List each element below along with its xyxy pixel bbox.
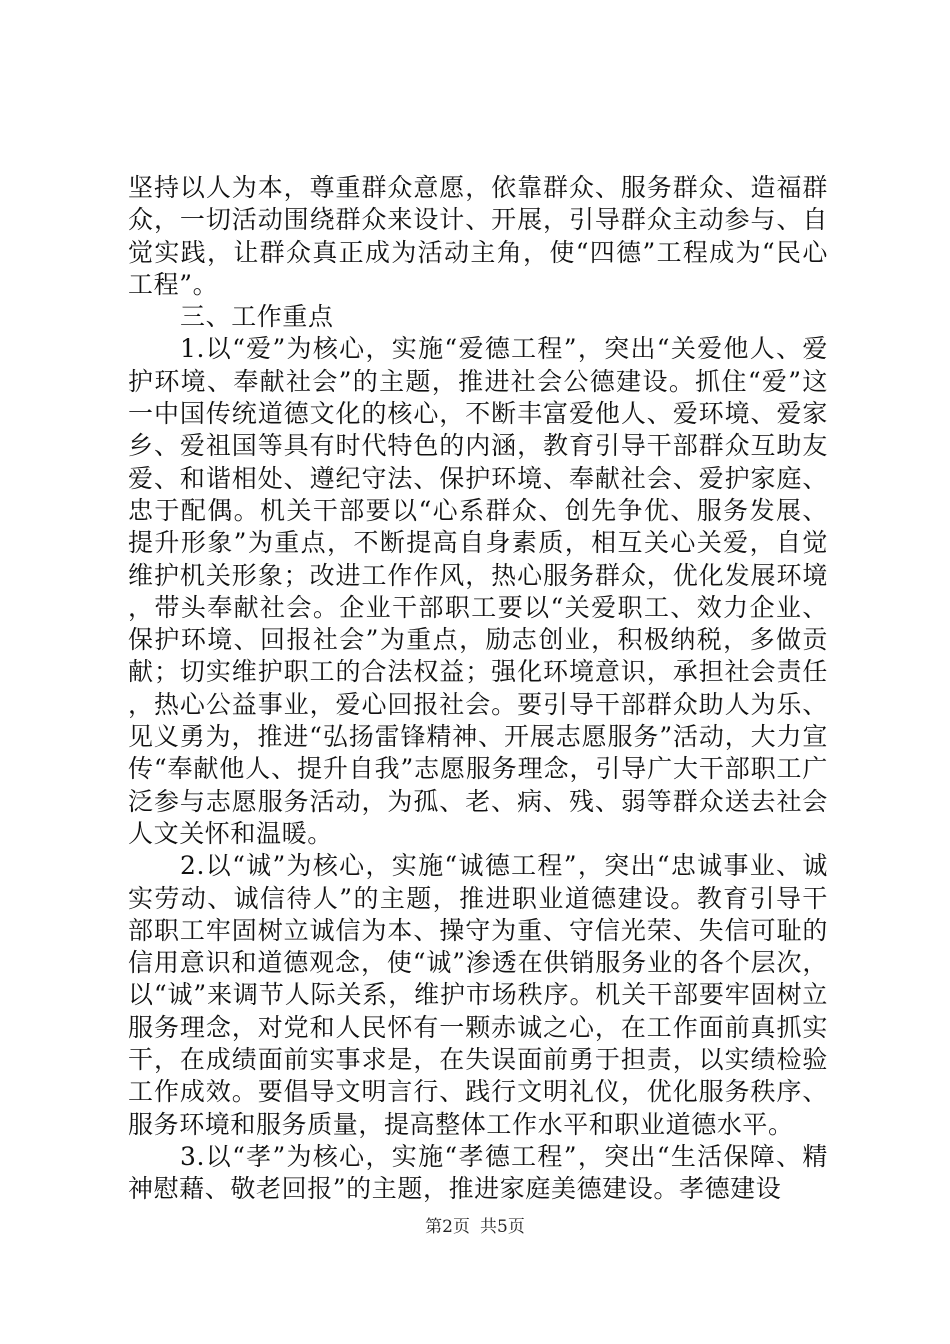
- page-footer: [0, 1216, 950, 1238]
- paragraph-item-2: 2.以“诚”为核心，实施“诚德工程”，突出“忠诚事业、诚实劳动、诚信待人”的主题，推进职业道德建设。教育引导干部职工牢固树立诚信为本、操守为重、守信光荣、失信可耻的信用意识和道德观念，使“诚”渗透在供销服务业的各个层次，以“诚”来调节人际关系，维护市场秩序。机关干部要牢固树立服务理念，对党和人民怀有一颗赤诚之心，在工作面前真抓实干，在成绩面前实事求是，在失误面前勇于担责，以实绩检验工作成效。要倡导文明言行、践行文明礼仪，优化服务秩序、服务环境和服务质量，提高整体工作水平和职业道德水平。: [128, 851, 828, 1139]
- document-body: [128, 172, 828, 1206]
- paragraph-item-3: 3.以“孝”为核心，实施“孝德工程”，突出“生活保障、精神慰藉、敬老回报”的主题，推进家庭美德建设。孝德建设: [128, 1141, 828, 1204]
- section-heading: 三、工作重点: [180, 302, 334, 332]
- page-number: 第2页: [425, 1217, 470, 1237]
- page-total: 共5页: [480, 1217, 525, 1237]
- paragraph-item-1: 1.以“爱”为核心，实施“爱德工程”，突出“关爱他人、爱护环境、奉献社会”的主题，推进社会公德建设。抓住“爱”这一中国传统道德文化的核心，不断丰富爱他人、爱环境、爱家乡、爱祖国等具有时代特色的内涵，教育引导干部群众互助友爱、和谐相处、遵纪守法、保护环境、奉献社会、爱护家庭、忠于配偶。机关干部要以“心系群众、创先争优、服务发展、提升形象”为重点，不断提高自身素质，相互关心关爱，自觉维护机关形象；改进工作作风，热心服务群众，优化发展环境，带头奉献社会。企业干部职工要以“关爱职工、效力企业、保护环境、回报社会”为重点，励志创业，积极纳税，多做贡献；切实维护职工的合法权益；强化环境意识，承担社会责任，热心公益事业，爱心回报社会。要引导干部群众助人为乐、见义勇为，推进“弘扬雷锋精神、开展志愿服务”活动，大力宣传“奉献他人、提升自我”志愿服务理念，引导广大干部职工广泛参与志愿服务活动，为孤、老、病、残、弱等群众送去社会人文关怀和温暖。: [128, 334, 828, 848]
- paragraph-1: 坚持以人为本，尊重群众意愿，依靠群众、服务群众、造福群众，一切活动围绕群众来设计、开展，引导群众主动参与、自觉实践，让群众真正成为活动主角，使“四德”工程成为“民心工程”。: [128, 173, 828, 299]
